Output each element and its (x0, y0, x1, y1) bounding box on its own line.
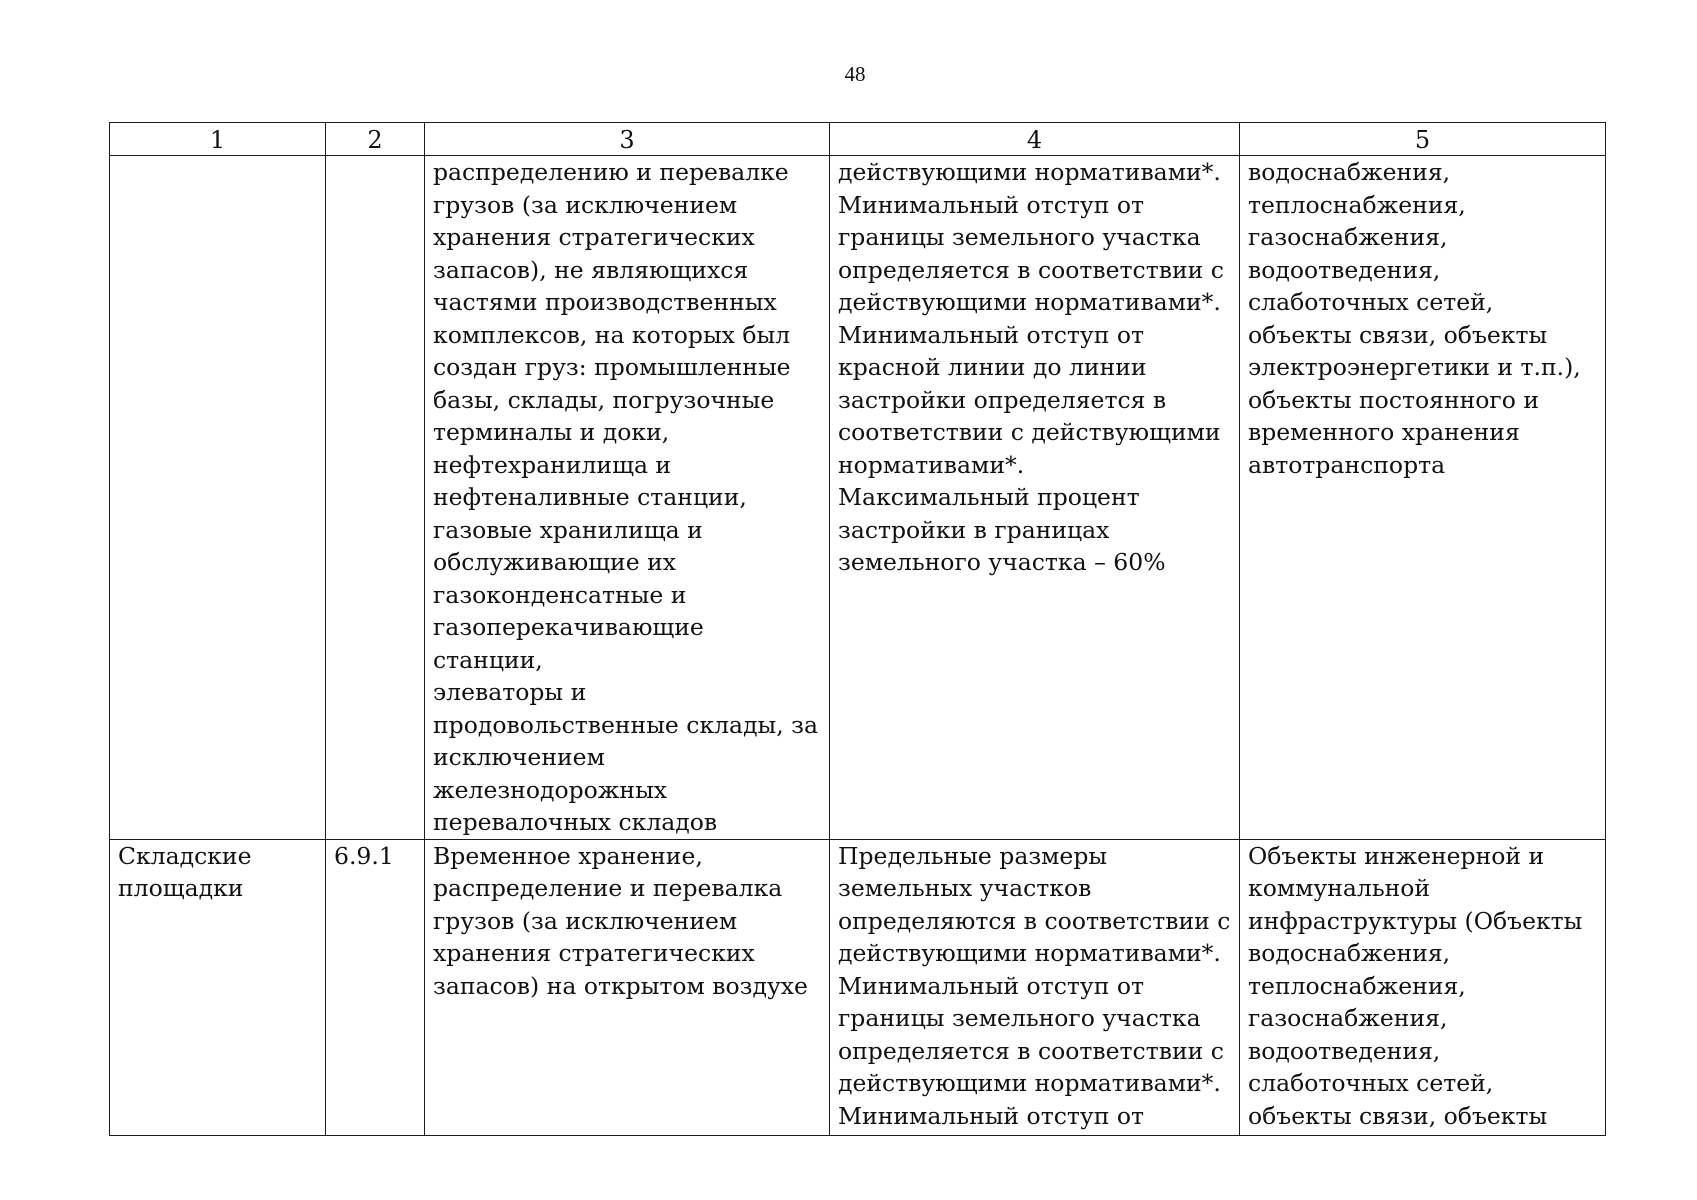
column-header-2: 2 (326, 123, 425, 156)
cell-use-name: Складские площадки (110, 839, 326, 1135)
cell-use-description: Временное хранение, распределение и перевалка грузов (за исключением хранения стратегических запасов) на открытом воздухе (425, 839, 830, 1135)
table-row (110, 839, 1606, 1135)
page-number: 48 (844, 62, 866, 86)
cell-parameters: действующими нормативами*. Минимальный отступ от границы земельного участка определяется в соответствии с действующими нормативами*. Минимальный отступ от красной линии до линии застройки определяется в соответствии с действующими нормативами*. Максимальный процент застройки в границах земельного участка – 60% (830, 156, 1240, 840)
cell-use-code: 6.9.1 (326, 839, 425, 1135)
column-header-4: 4 (830, 123, 1240, 156)
column-header-1: 1 (110, 123, 326, 156)
cell-use-name (110, 156, 326, 840)
table-header-row (110, 123, 1606, 156)
cell-auxiliary-uses: водоснабжения, теплоснабжения, газоснабжения, водоотведения, слаботочных сетей, объекты связи, объекты электроэнергетики и т.п.), объекты постоянного и временного хранения автотранспорта (1240, 156, 1606, 840)
column-header-5: 5 (1240, 123, 1606, 156)
cell-use-code (326, 156, 425, 840)
table-row (110, 156, 1606, 840)
column-header-3: 3 (425, 123, 830, 156)
land-use-table (109, 122, 1606, 1136)
cell-use-description: распределению и перевалке грузов (за исключением хранения стратегических запасов), не являющихся частями производственных комплексов, на которых был создан груз: промышленные базы, склады, погрузочные терминалы и доки, нефтехранилища и нефтеналивные станции, газовые хранилища и обслуживающие их газоконденсатные и газоперекачивающие станции, элеваторы и продовольственные склады, за исключением железнодорожных перевалочных складов (425, 156, 830, 840)
cell-parameters: Предельные размеры земельных участков определяются в соответствии с действующими нормативами*. Минимальный отступ от границы земельного участка определяется в соответствии с действующими нормативами*. Минимальный отступ от (830, 839, 1240, 1135)
cell-auxiliary-uses: Объекты инженерной и коммунальной инфраструктуры (Объекты водоснабжения, теплоснабжения, газоснабжения, водоотведения, слаботочных сетей, объекты связи, объекты (1240, 839, 1606, 1135)
